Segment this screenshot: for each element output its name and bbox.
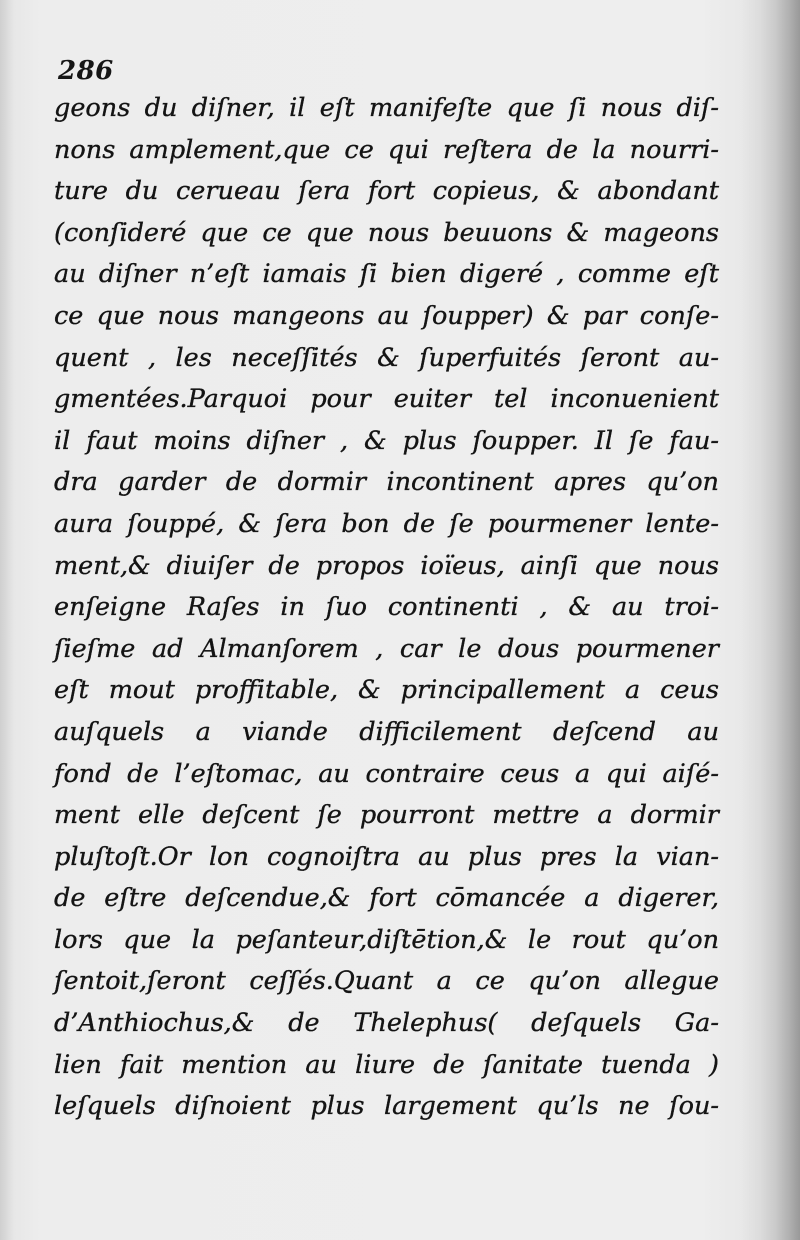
page-number: 286: [58, 56, 114, 86]
text-line: lors que la peſanteur,diſtētion,& le rout qu’on: [54, 924, 719, 955]
text-line: ſieſme ad Almanſorem , car le dous pourmener: [54, 633, 719, 664]
text-line: gmentées.Parquoi pour euiter tel inconuenient: [54, 384, 719, 415]
text-block: [54, 88, 719, 1128]
text-line: de eſtre deſcendue,& fort cōmancée a digerer,: [54, 883, 719, 914]
text-line: nons amplement,que ce qui reſtera de la nourri-: [54, 134, 719, 165]
text-line: leſquels diſnoient plus largement qu’ls ne ſou-: [54, 1091, 719, 1122]
text-line: geons du diſner, il eſt manifeſte que ſi nous diſ-: [54, 93, 719, 123]
text-line: pluſtoſt.Or lon cognoiſtra au plus pres la vian-: [54, 841, 719, 872]
text-line: ſentoit,ſeront ceſſés.Quant a ce qu’on allegue: [54, 966, 719, 997]
text-line: (conſideré que ce que nous beuuons & mageons: [54, 217, 719, 248]
text-line: dra garder de dormir incontinent apres qu’on: [54, 467, 719, 498]
text-line: lien fait mention au liure de ſanitate tuenda ): [54, 1049, 719, 1080]
text-line: il faut moins diſner , & plus ſoupper. Il ſe fau-: [54, 425, 719, 456]
text-line: ment elle deſcent ſe pourront mettre a dormir: [54, 800, 719, 831]
text-line: quent , les neceſſités & ſuperfuités ſeront au-: [54, 342, 719, 373]
text-line: auſquels a viande difficilement deſcend au: [54, 716, 719, 747]
text-line: eſt mout proffitable, & principallement a ceus: [54, 675, 719, 706]
text-line: ment,& diuiſer de propos ioïeus, ainſi que nous: [54, 550, 719, 581]
text-line: aura ſouppé, & ſera bon de ſe pourmener lente-: [54, 508, 719, 539]
text-line: ture du cerueau ſera fort copieus, & abondant: [54, 176, 719, 207]
text-line: enſeigne Raſes in ſuo continenti , & au troi-: [54, 592, 719, 623]
text-line: fond de l’eſtomac, au contraire ceus a qui aiſé-: [54, 758, 719, 789]
text-line: au diſner n’eſt iamais ſi bien digeré , comme eſt: [54, 259, 719, 290]
text-line: ce que nous mangeons au ſoupper) & par conſe-: [54, 300, 719, 331]
text-line: d’Anthiochus,& de Thelephus( deſquels Ga-: [54, 1008, 719, 1039]
